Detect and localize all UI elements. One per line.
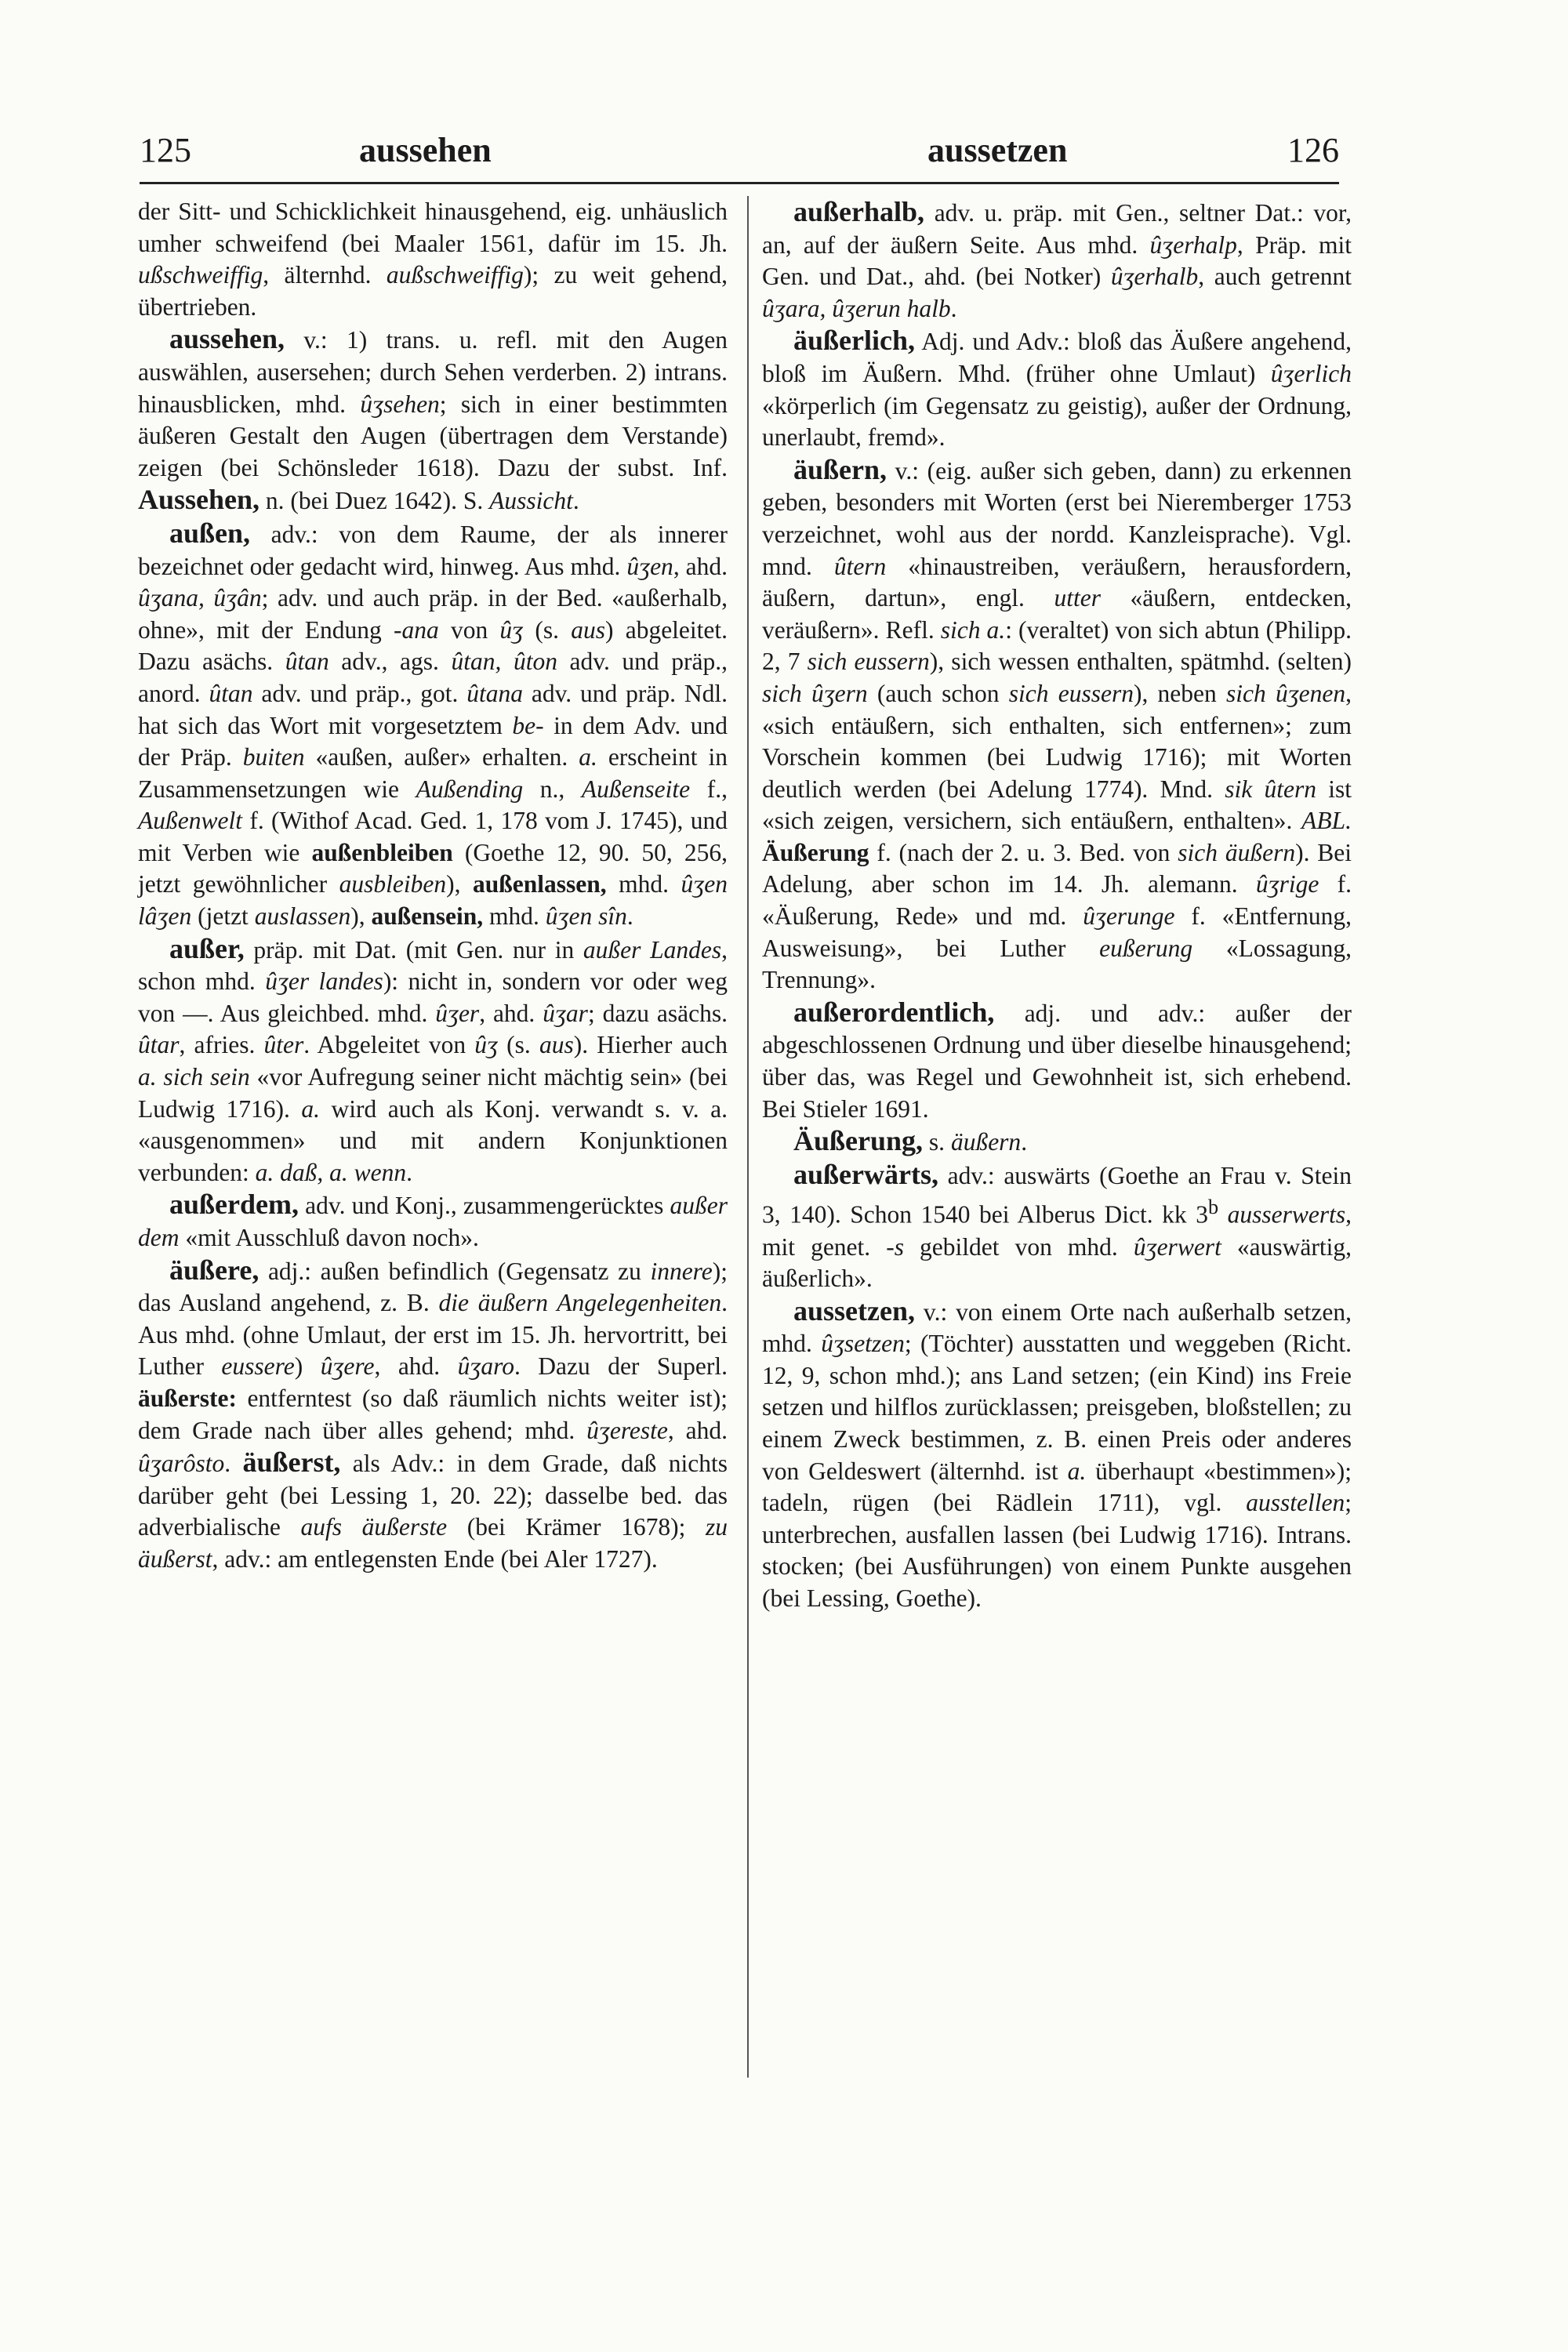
entry-text: v.: (eig. außer sich geben, dann) zu erkennen geben, besonders mit Worten (erst bei Nieremberger 1753 verzeichnet, wohl aus der nordd. Kanzleisprache). Vgl. mnd. bbox=[762, 456, 1352, 580]
entry-text: erscheint in Zusammensetzungen wie bbox=[138, 743, 728, 803]
entry-text: überhaupt «bestimmen»); tadeln, rügen (bei Rädlein 1711), vgl. bbox=[762, 1457, 1352, 1517]
italic-term: die äußern Angelegenheiten bbox=[438, 1289, 722, 1317]
italic-term: sich äußern bbox=[1178, 838, 1296, 866]
italic-term: aufs äußerste bbox=[300, 1513, 448, 1541]
entry-text: (jetzt bbox=[191, 902, 255, 931]
entry-text: , mit genet. bbox=[762, 1200, 1352, 1261]
italic-term: ausstellen bbox=[1246, 1489, 1345, 1517]
italic-term: ûtan, ûton bbox=[451, 648, 557, 676]
entry-text: «Lossagung, Trennung». bbox=[762, 934, 1352, 994]
entry-text: . bbox=[626, 902, 633, 931]
bold-term: außensein, bbox=[371, 902, 484, 931]
italic-term: ausbleiben bbox=[339, 870, 447, 898]
entry-text: adv. und präp. Ndl. hat sich das Wort mit vorgesetztem bbox=[138, 679, 728, 739]
italic-term: sich eussern bbox=[1008, 679, 1134, 707]
entry-headword: äußerst, bbox=[242, 1446, 341, 1479]
right-column bbox=[762, 196, 1352, 1615]
italic-term: Außenseite bbox=[581, 775, 691, 803]
italic-term: eussere bbox=[221, 1352, 295, 1381]
italic-term: ûʒarôsto bbox=[138, 1450, 225, 1478]
entry-text: . bbox=[1021, 1128, 1028, 1156]
entry-text: , ahd. bbox=[374, 1352, 458, 1381]
entry-text: ): nicht in, sondern vor oder weg von —. Aus gleichbed. mhd. bbox=[138, 967, 728, 1027]
entry-text: f. «Äußerung, Rede» und md. bbox=[762, 870, 1352, 931]
italic-term: ausserwerts bbox=[1227, 1200, 1346, 1229]
entry-headword: außen, bbox=[169, 517, 251, 549]
entry-text: n. (bei Duez 1642). S. bbox=[260, 487, 490, 515]
entry-text: (s. bbox=[498, 1031, 539, 1059]
entry-text: ; unterbrechen, ausfallen lassen (bei Ludwig 1716). Intrans. stocken; (bei Ausführungen) von einem Punkte ausgehen (bei Lessing, Goethe). bbox=[762, 1489, 1352, 1613]
page-number-left: 125 bbox=[140, 131, 191, 169]
entry-text: als Adv.: in dem Grade, daß nichts darüber geht (bei Lessing 1, 20. 22); dasselbe bed. das adverbialische bbox=[138, 1450, 728, 1541]
dictionary-entry bbox=[762, 1125, 1352, 1159]
entry-text: ). Hierher auch bbox=[573, 1031, 728, 1059]
italic-term: ûʒerlich bbox=[1270, 359, 1352, 387]
entry-text: ), bbox=[446, 870, 473, 898]
entry-text: adv. u. präp. mit Gen., seltner Dat.: vor, an, auf der äußern Seite. Aus mhd. bbox=[762, 199, 1352, 259]
entry-text: «äußern, entdecken, veräußern». Refl. bbox=[762, 584, 1352, 644]
italic-term: ûʒen bbox=[626, 552, 673, 580]
entry-text: ), bbox=[350, 902, 372, 931]
entry-text: , «sich entäußern, sich enthalten, sich entfernen»; zum Vorschein kommen (bei Ludwig 1716); mit Worten deutlich werden (bei Adelung 1774). Mnd. bbox=[762, 679, 1352, 803]
italic-term: äußern bbox=[950, 1128, 1022, 1156]
entry-text: adv.: von dem Raume, der als innerer bezeichnet oder gedacht wird, hinweg. Aus mhd. bbox=[138, 520, 728, 580]
italic-term: utter bbox=[1054, 584, 1101, 612]
entry-text: ) bbox=[294, 1352, 321, 1381]
italic-term: ûʒar bbox=[543, 999, 588, 1027]
italic-term: ûʒaro bbox=[457, 1352, 514, 1381]
entry-text: . bbox=[224, 1450, 243, 1478]
entry-text: , ahd. bbox=[479, 999, 543, 1027]
italic-term: ûʒana, ûʒân bbox=[138, 584, 262, 612]
italic-term: sik ûtern bbox=[1225, 775, 1316, 803]
entry-text: entferntest (so daß räumlich nichts weiter ist); dem Grade nach über alles gehend; mhd. bbox=[138, 1384, 728, 1444]
entry-text: f. (Withof Acad. Ged. 1, 178 vom J. 1745), und mit Verben wie bbox=[138, 807, 728, 866]
entry-headword: Aussehen, bbox=[138, 484, 260, 516]
italic-term: sich a. bbox=[940, 615, 1006, 644]
italic-term: eußerung bbox=[1099, 934, 1193, 962]
italic-term: Außending bbox=[416, 775, 524, 803]
italic-term: ûtar bbox=[138, 1031, 180, 1059]
italic-term: ûʒereste bbox=[586, 1416, 668, 1444]
entry-text: . Abgeleitet von bbox=[303, 1031, 475, 1059]
entry-text: : (veraltet) von sich abtun (Philipp. 2, 7 bbox=[762, 615, 1352, 676]
entry-text: v.: 1) trans. u. refl. mit den Augen auswählen, ausersehen; durch Sehen verderben. 2) intrans. hinausblicken, mhd. bbox=[138, 326, 728, 418]
entry-text: der Sitt- und Schicklichkeit hinausgehend, eig. unhäuslich umher schweifend (bei Maaler 1561, dafür im 15. Jh. bbox=[138, 198, 728, 257]
dictionary-entry bbox=[762, 1159, 1352, 1295]
italic-term: ûtan bbox=[285, 648, 329, 676]
dictionary-entry bbox=[762, 325, 1352, 453]
italic-term: ûʒerhalp bbox=[1149, 230, 1237, 259]
entry-text: , älternhd. bbox=[263, 261, 387, 289]
entry-text: . bbox=[572, 487, 579, 515]
running-headword-right: aussetzen bbox=[927, 131, 1068, 169]
entry-headword: außerwärts, bbox=[793, 1158, 938, 1190]
entry-text: wird auch als Konj. verwandt s. v. a. «ausgenommen» und mit andern Konjunktionen verbunden: bbox=[138, 1094, 728, 1186]
entry-headword: außerdem, bbox=[169, 1189, 299, 1221]
dictionary-entry bbox=[762, 454, 1352, 996]
running-headword-left: aussehen bbox=[359, 131, 492, 169]
entry-text: «außen, außer» erhalten. bbox=[304, 743, 579, 771]
entry-text: , adv.: am entlegensten Ende (bei Aler 1727). bbox=[212, 1544, 658, 1573]
entry-headword: außerhalb, bbox=[793, 196, 925, 227]
italic-term: ûtana bbox=[466, 679, 523, 707]
entry-text: adj.: außen befindlich (Gegensatz zu bbox=[259, 1257, 651, 1285]
entry-text: , schon mhd. bbox=[138, 935, 728, 996]
italic-term: a. daß, a. wenn bbox=[255, 1158, 407, 1186]
entry-text: «körperlich (im Gegensatz zu geistig), außer der Ordnung, unerlaubt, fremd». bbox=[762, 391, 1352, 452]
entry-headword: äußere, bbox=[169, 1254, 260, 1286]
dictionary-entry bbox=[138, 517, 728, 933]
entry-text: adv., ags. bbox=[328, 648, 452, 676]
entry-text bbox=[1218, 1201, 1228, 1229]
running-header bbox=[140, 125, 1339, 176]
italic-term: ABL. bbox=[1301, 807, 1352, 835]
italic-term: ûʒen lâʒen bbox=[138, 870, 728, 931]
entry-text: adv. und Konj., zusammengerücktes bbox=[299, 1192, 670, 1220]
italic-term: be- bbox=[512, 711, 544, 739]
entry-text: v.: von einem Orte nach außerhalb setzen, mhd. bbox=[762, 1298, 1352, 1358]
italic-term: innere bbox=[650, 1257, 713, 1285]
entry-text: f., bbox=[690, 775, 728, 803]
entry-text: adj. und adv.: außer der abgeschlossenen Ordnung und über dieselbe hinausgehend; über das, was Regel und Gewohnheit ist, sich erhebend. Bei Stieler 1691. bbox=[762, 999, 1352, 1123]
italic-term: ûʒara, ûʒerun halb bbox=[762, 294, 951, 322]
entry-text: , Präp. mit Gen. und Dat., ahd. (bei Notker) bbox=[762, 230, 1352, 291]
entry-text: ) abgeleitet. Dazu asächs. bbox=[138, 615, 728, 676]
italic-term: aus bbox=[571, 615, 605, 644]
italic-term: a. bbox=[301, 1094, 321, 1123]
entry-text: adv. und präp., got. bbox=[252, 679, 467, 707]
italic-term: ûʒ bbox=[499, 615, 524, 644]
dictionary-entry bbox=[762, 996, 1352, 1125]
italic-term: sich ûʒern bbox=[762, 679, 868, 707]
entry-text: , auch getrennt bbox=[1198, 263, 1352, 291]
italic-term: Aussicht bbox=[489, 487, 573, 515]
italic-term: ûʒsehen bbox=[360, 390, 440, 418]
italic-term: sich ûʒenen bbox=[1226, 679, 1346, 707]
italic-term: ußschweiffig bbox=[138, 261, 263, 289]
italic-term: ûʒen sîn bbox=[545, 902, 627, 931]
italic-term: ûter bbox=[263, 1031, 304, 1059]
dictionary-entry bbox=[138, 196, 728, 323]
entry-text: gebildet von mhd. bbox=[903, 1232, 1134, 1261]
italic-term: zu äußerst bbox=[138, 1513, 728, 1573]
entry-text: , afries. bbox=[179, 1031, 264, 1059]
entry-text: s. bbox=[923, 1128, 951, 1156]
entry-text: Adj. und Adv.: bloß das Äußere angehend, bloß im Äußern. Mhd. (früher ohne Umlaut) bbox=[762, 328, 1352, 387]
entry-text: mhd. bbox=[483, 902, 546, 931]
dictionary-entry bbox=[138, 1189, 728, 1254]
entry-text: (s. bbox=[523, 615, 572, 644]
entry-text: (Goethe 12, 90. 50, 256, jetzt gewöhnlicher bbox=[138, 838, 728, 898]
italic-term: auslassen bbox=[254, 902, 351, 931]
entry-text: (bei Krämer 1678); bbox=[447, 1513, 706, 1541]
italic-term: -s bbox=[886, 1232, 904, 1261]
italic-term: ûʒere bbox=[320, 1352, 375, 1381]
entry-text: f. (nach der 2. u. 3. Bed. von bbox=[869, 838, 1178, 866]
entry-text: «mit Ausschluß davon noch». bbox=[179, 1224, 479, 1251]
entry-text: . Aus mhd. (ohne Umlaut, der erst im 15. Jh. hervortritt, bei Luther bbox=[138, 1289, 728, 1381]
entry-text: «hinaustreiben, veräußern, herausfordern, äußern, dartun», engl. bbox=[762, 552, 1352, 612]
italic-term: ûʒsetzen bbox=[821, 1330, 905, 1358]
entry-text: n., bbox=[523, 775, 582, 803]
italic-term: außschweiffig bbox=[386, 261, 524, 289]
entry-text: . Dazu der Superl. bbox=[514, 1352, 728, 1381]
entry-headword: außerordentlich, bbox=[793, 996, 995, 1028]
column-divider bbox=[747, 196, 749, 2078]
page-number-right: 126 bbox=[1287, 131, 1339, 169]
italic-term: ûtern bbox=[833, 552, 887, 580]
entry-text: f. «Entfernung, Ausweisung», bei Luther bbox=[762, 902, 1352, 962]
entry-text: . bbox=[950, 294, 957, 322]
entry-text: adv. und präp., anord. bbox=[138, 648, 728, 707]
italic-term: aus bbox=[539, 1031, 574, 1059]
bold-term: außenbleiben bbox=[311, 838, 453, 866]
entry-text: ; sich in einer bestimmten äußeren Gestalt den Augen (übertragen dem Verstande) zeigen (bei Schönsleder 1618). Dazu der subst. Inf. bbox=[138, 390, 728, 481]
superscript: b bbox=[1207, 1196, 1219, 1219]
left-column bbox=[138, 196, 728, 1576]
italic-term: -ana bbox=[393, 615, 439, 644]
dictionary-entry bbox=[138, 933, 728, 1189]
italic-term: außer dem bbox=[138, 1192, 728, 1251]
header-rule bbox=[140, 182, 1339, 184]
italic-term: ûʒ bbox=[474, 1031, 499, 1059]
italic-term: ûʒerunge bbox=[1083, 902, 1175, 931]
bold-term: Äußerung bbox=[762, 838, 869, 866]
entry-text: . bbox=[406, 1158, 412, 1186]
entry-text: , ahd. bbox=[673, 552, 728, 580]
entry-headword: aussetzen, bbox=[793, 1294, 915, 1327]
entry-text: von bbox=[438, 615, 500, 644]
entry-text: ). Bei Adelung, aber schon im 14. Jh. alemann. bbox=[762, 838, 1352, 898]
entry-headword: aussehen, bbox=[169, 323, 285, 355]
entry-text: «auswärtig, äußerlich». bbox=[762, 1232, 1352, 1293]
italic-term: buiten bbox=[242, 743, 305, 771]
italic-term: ûʒrige bbox=[1255, 870, 1319, 898]
dictionary-entry bbox=[762, 1295, 1352, 1615]
dictionary-entry bbox=[138, 1254, 728, 1576]
entry-text: ); das Ausland angehend, z. B. bbox=[138, 1257, 728, 1317]
entry-headword: außer, bbox=[169, 932, 245, 964]
entry-headword: Äußerung, bbox=[793, 1125, 924, 1157]
entry-text: ), neben bbox=[1133, 679, 1226, 707]
italic-term: a. bbox=[579, 743, 597, 771]
entry-text: , ahd. bbox=[667, 1416, 728, 1444]
entry-text: ist «sich zeigen, versichern, sich entäußern, enthalten». bbox=[762, 775, 1352, 835]
entry-text: ; adv. und auch präp. in der Bed. «außerhalb, ohne», mit der Endung bbox=[138, 584, 728, 644]
entry-text: «vor Aufregung seiner nicht mächtig sein» (bei Ludwig 1716). bbox=[138, 1063, 728, 1123]
entry-text: mhd. bbox=[606, 870, 681, 898]
italic-term: ûʒerhalb bbox=[1110, 263, 1199, 291]
bold-term: außenlassen, bbox=[472, 870, 607, 898]
entry-text: ), sich wessen enthalten, spätmhd. (selten) bbox=[929, 648, 1352, 676]
entry-text: (auch schon bbox=[867, 679, 1009, 707]
italic-term: Außenwelt bbox=[138, 807, 242, 835]
italic-term: ûʒer landes bbox=[265, 967, 383, 996]
entry-text: adv.: auswärts (Goethe an Frau v. Stein 3, 140). Schon 1540 bei Alberus Dict. kk 3 bbox=[762, 1161, 1352, 1229]
entry-text: präp. mit Dat. (mit Gen. nur in bbox=[244, 935, 583, 964]
entry-headword: äußern, bbox=[793, 453, 887, 485]
entry-text: ); zu weit gehend, übertrieben. bbox=[138, 261, 728, 321]
bold-term: äußerste: bbox=[138, 1384, 237, 1412]
entry-text: ; (Töchter) ausstatten und weggeben (Richt. 12, 9, schon mhd.); ans Land setzen; (ein Kind) ins Freie setzen und hilflos zurücklassen; preisgeben, bloßstellen; zu einem Zweck bestimmen, z. B. einen Preis oder anderes von Geldeswert (älternhd. ist bbox=[762, 1330, 1352, 1485]
entry-headword: äußerlich, bbox=[793, 325, 916, 357]
italic-term: sich eussern bbox=[807, 648, 930, 676]
italic-term: ûʒer bbox=[435, 999, 480, 1027]
dictionary-entry bbox=[762, 196, 1352, 325]
italic-term: außer Landes bbox=[583, 935, 722, 964]
italic-term: ûʒerwert bbox=[1133, 1232, 1221, 1261]
italic-term: a. bbox=[1067, 1457, 1087, 1485]
entry-text: ; dazu asächs. bbox=[587, 999, 728, 1027]
italic-term: ûtan bbox=[209, 679, 253, 707]
dictionary-entry bbox=[138, 323, 728, 517]
italic-term: a. sich sein bbox=[138, 1063, 250, 1091]
entry-text: in dem Adv. und der Präp. bbox=[138, 711, 728, 771]
